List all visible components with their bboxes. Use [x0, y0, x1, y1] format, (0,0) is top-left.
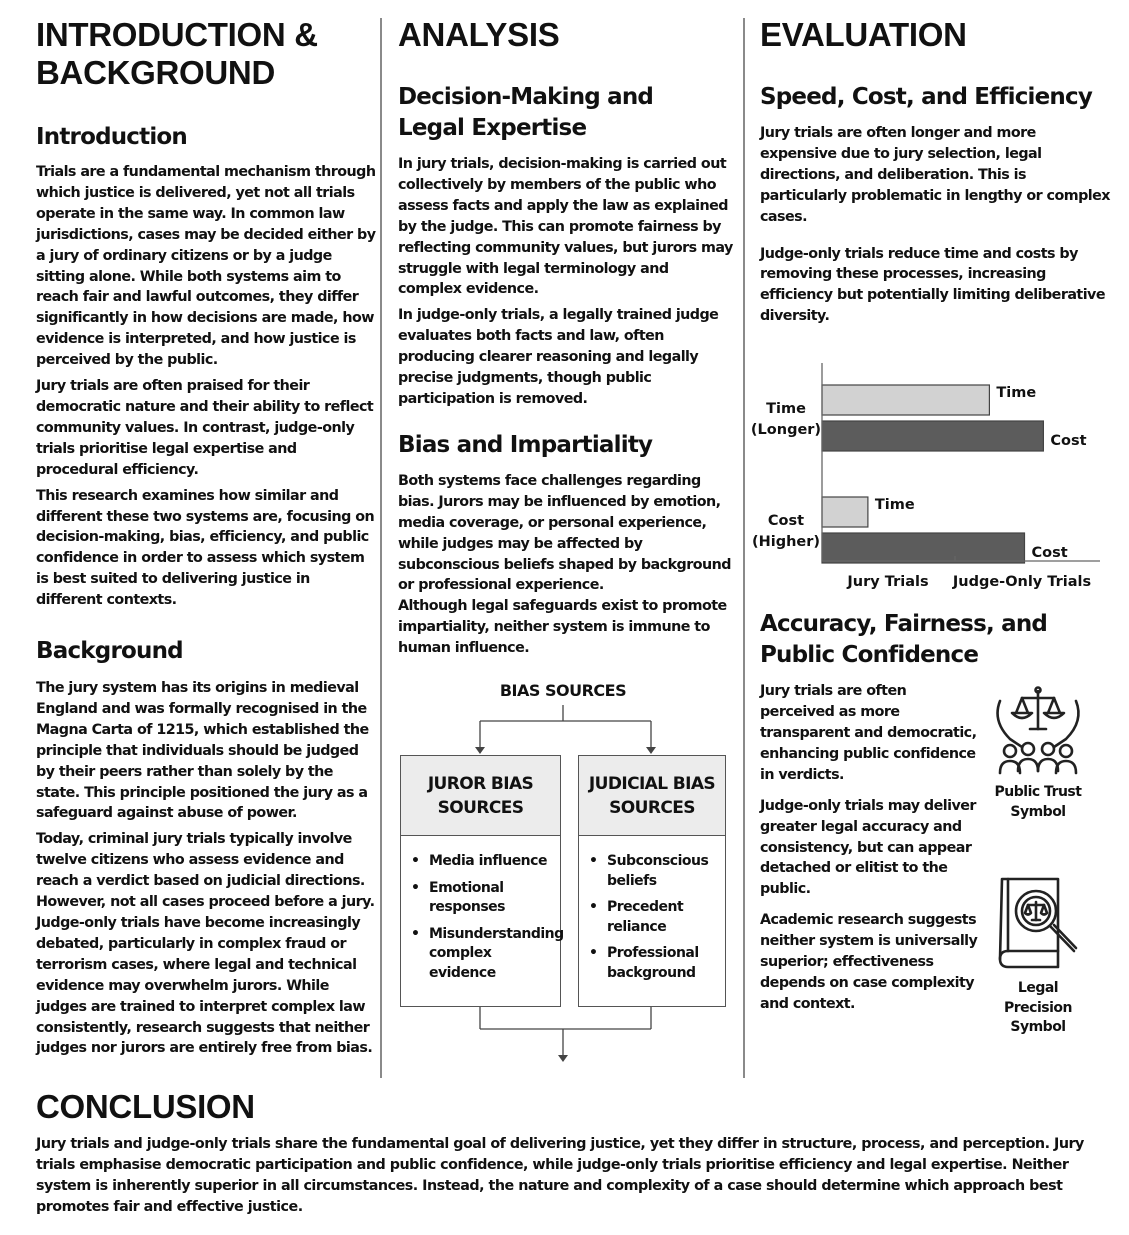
public-trust-icon	[988, 681, 1088, 779]
intro-paragraph-3: This research examines how similar and different these two systems are, focusing on decision-making, bias, efficiency, and public confidence in order to assess which system is best suited to delivering justice in different contexts.	[36, 487, 375, 609]
introduction-column	[36, 16, 376, 1064]
decision-making-title: Decision-Making and Legal Expertise	[398, 84, 654, 141]
juror-bias-box	[400, 755, 564, 1007]
legal-precision-icon	[988, 871, 1088, 977]
column-divider-2	[743, 18, 745, 1078]
chart-bar	[822, 385, 989, 415]
juror-bias-list	[401, 836, 564, 983]
conclusion-heading: CONCLUSION	[36, 1088, 255, 1125]
intro-paragraph-1: Trials are a fundamental mechanism through which justice is delivered, yet not all trials operate in the same way. In common law jurisdictions, cases may be decided either by a jury of ordinary citizens or by a judge sitting alone. While both systems aim to reach fair and lawful outcomes, they differ significantly in how decisions are made, how evidence is interpreted, and how justice is perceived by the public.	[36, 164, 376, 369]
chart-bar	[822, 533, 1025, 563]
chart-group-sublabel: (Longer)	[750, 422, 822, 439]
accuracy-section-body	[760, 681, 1110, 1036]
accuracy-paragraph-3: Academic research suggests neither system is universally superior; effectiveness depends on case complexity and context.	[760, 912, 978, 1012]
juror-bias-title: JUROR BIAS SOURCES	[401, 756, 560, 836]
intro-paragraph-2: Jury trials are often praised for their democratic nature and their ability to reflect community values. In contrast, judge-only trials prioritise legal expertise and procedural efficiency.	[36, 378, 374, 478]
chart-group-label: Cost	[767, 513, 805, 530]
bias-paragraph-2: Although legal safeguards exist to promote impartiality, neither system is immune to human influence.	[398, 598, 727, 657]
bias-sources-diagram	[398, 681, 734, 1071]
chart-bar-label: Time	[874, 497, 915, 514]
chart-bar-label: Time	[996, 385, 1037, 402]
juror-bias-item: • Misunderstanding complex evidence	[409, 925, 554, 984]
bias-paragraph-1: Both systems face challenges regarding bias. Jurors may be influenced by emotion, media coverage, or personal experience, while judges may be affected by subconscious beliefs shaped by background or professional experience.	[398, 472, 731, 594]
evaluation-column	[750, 16, 1110, 1036]
speed-cost-title: Speed, Cost, and Efficiency	[760, 84, 1093, 110]
introduction-title: Introduction	[36, 124, 187, 150]
analysis-column	[398, 16, 734, 1071]
judicial-bias-title: JUDICIAL BIAS SOURCES	[579, 756, 725, 836]
judicial-bias-item: • Professional background	[587, 944, 719, 983]
judicial-bias-box	[578, 755, 726, 1007]
accuracy-paragraph-1: Jury trials are often perceived as more transparent and democratic, enhancing public confidence in verdicts.	[760, 683, 977, 783]
speed-cost-paragraph-1: Jury trials are often longer and more expensive due to jury selection, legal directions, and deliberation. This is particularly problematic in lengthy or complex cases.	[760, 125, 1110, 225]
chart-group-label: Time	[766, 401, 806, 418]
chart-bar	[822, 497, 868, 527]
chart-group-sublabel: (Higher)	[751, 534, 821, 551]
accuracy-fairness-title: Accuracy, Fairness, and Public Confidence	[760, 611, 1048, 669]
background-title: Background	[36, 638, 183, 665]
analysis-heading: ANALYSIS	[398, 16, 560, 53]
chart-x-label: Jury Trials	[847, 574, 929, 591]
public-trust-label: Public Trust Symbol	[994, 784, 1082, 820]
judicial-bias-item: • Precedent reliance	[587, 898, 719, 937]
accuracy-text	[760, 681, 982, 1015]
conclusion-section	[36, 1088, 1106, 1223]
decision-paragraph-1: In jury trials, decision-making is carried out collectively by members of the public who assess facts and apply the law as explained by the judge. This can promote fairness by reflecting community values, but jurors may struggle with legal terminology and complex evidence.	[398, 156, 733, 298]
legal-precision-label: Legal Precision Symbol	[1004, 980, 1072, 1036]
public-trust-block	[983, 681, 1093, 822]
speed-cost-paragraph-2: Judge-only trials reduce time and costs by removing these processes, increasing efficiency but potentially limiting deliberative diversity.	[760, 245, 1105, 325]
intro-background-heading: INTRODUCTION & BACKGROUND	[36, 16, 318, 91]
diagram-title: BIAS SOURCES	[499, 681, 627, 701]
chart-bar-label: Cost	[1050, 433, 1087, 450]
time-cost-chart	[750, 343, 1110, 603]
bias-title: Bias and Impartiality	[398, 431, 653, 458]
legal-precision-block	[983, 871, 1093, 1038]
conclusion-text: Jury trials and judge-only trials share the fundamental goal of delivering justice, yet they differ in structure, process, and perception. Jury trials emphasise democratic participation and public confidence, while judge-only trials prioritise efficiency and legal expertise. Neither system is inherently superior in all circumstances. Instead, the nature and complexity of a case should determine which approach best promotes fair and effective justice.	[36, 1136, 1084, 1215]
background-paragraph-2: Today, criminal jury trials typically involve twelve citizens who assess evidence and reach a verdict based on judicial directions. However, not all cases proceed before a jury. Judge-only trials have become increasingly debated, particularly in complex fraud or terrorism cases, where legal and technical evidence may overwhelm jurors. While judges are trained to interpret complex law consistently, research suggests that neither judges nor jurors are entirely free from bias.	[36, 831, 375, 1057]
chart-x-label: Judge-Only Trials	[952, 574, 1092, 591]
column-divider-1	[380, 18, 382, 1078]
judicial-bias-list	[579, 836, 725, 983]
accuracy-paragraph-2: Judge-only trials may deliver greater legal accuracy and consistency, but can appear detached or elitist to the public.	[760, 797, 976, 898]
judicial-bias-item: • Subconscious beliefs	[587, 852, 719, 891]
chart-bar	[822, 421, 1043, 451]
juror-bias-item: • Media influence	[409, 852, 554, 872]
decision-paragraph-2: In judge-only trials, a legally trained judge evaluates both facts and law, often producing clearer reasoning and legally precise judgments, though public participation is removed.	[398, 307, 719, 407]
chart-svg	[750, 343, 1110, 603]
juror-bias-item: • Emotional responses	[409, 879, 554, 918]
chart-bar-label: Cost	[1031, 545, 1068, 562]
background-paragraph-1: The jury system has its origins in medieval England and was formally recognised in the Magna Carta of 1215, which established the principle that individuals should be judged by their peers rather than solely by the state. This principle positioned the jury as a safeguard against abuse of power.	[36, 680, 369, 822]
evaluation-heading: EVALUATION	[760, 16, 967, 53]
